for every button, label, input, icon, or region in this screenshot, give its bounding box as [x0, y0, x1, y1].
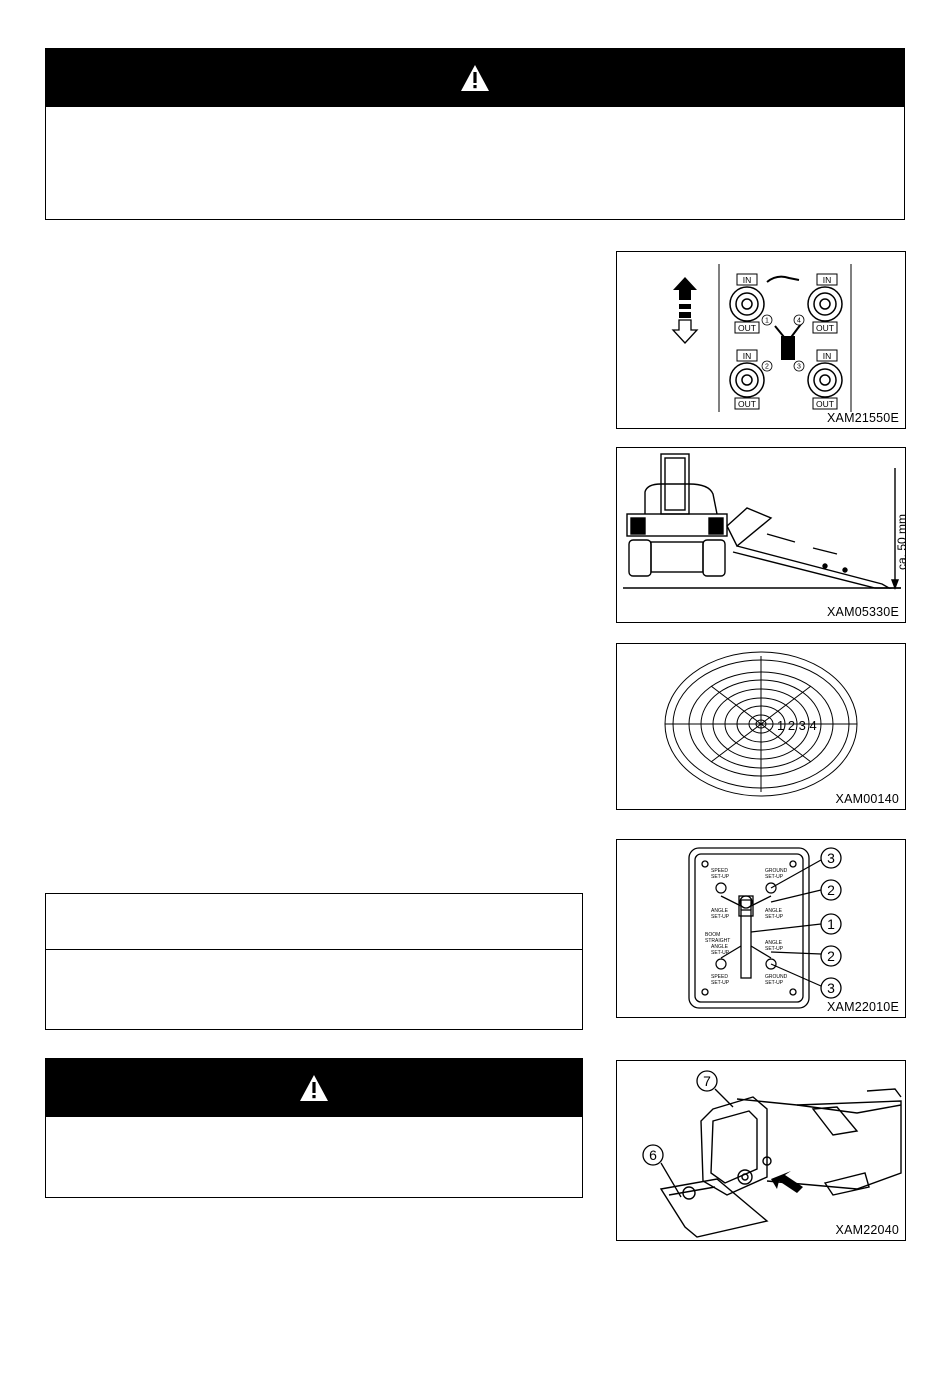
figure-code: XAM22010E [827, 1000, 899, 1014]
svg-text:SET-UP: SET-UP [711, 914, 730, 920]
number-3: 3 [797, 363, 801, 371]
callout-7: 7 [703, 1073, 711, 1089]
svg-text:SET-UP: SET-UP [765, 914, 784, 920]
scale-label: 1 2 3 4 [777, 718, 817, 733]
svg-text:SET-UP: SET-UP [711, 980, 730, 986]
callout-2: 2 [827, 882, 835, 898]
svg-text:ANGLE: ANGLE [711, 908, 728, 914]
figure-bubble-level [616, 643, 906, 810]
svg-text:STRAIGHT: STRAIGHT [705, 938, 731, 944]
svg-text:GROUND: GROUND [765, 868, 788, 874]
figure-code: XAM00140 [835, 792, 899, 806]
svg-text:ANGLE: ANGLE [711, 944, 728, 950]
svg-text:SPEED: SPEED [711, 974, 728, 980]
callout-6: 6 [649, 1147, 657, 1163]
label-out: OUT [738, 323, 756, 333]
svg-text:BOOM: BOOM [705, 932, 721, 938]
svg-text:SET-UP: SET-UP [765, 874, 784, 880]
label-in: IN [742, 351, 752, 361]
number-2: 2 [765, 363, 769, 371]
label-in: IN [822, 275, 832, 285]
svg-text:SET-UP: SET-UP [765, 946, 784, 952]
svg-text:ANGLE: ANGLE [765, 908, 782, 914]
warning-header [46, 49, 904, 107]
label-out: OUT [816, 323, 834, 333]
warning-box-bottom [45, 1058, 583, 1198]
warning-box-top [45, 48, 905, 220]
label-out: OUT [816, 399, 834, 409]
label-in: IN [742, 275, 752, 285]
figure-code: XAM21550E [827, 411, 899, 425]
warning-header [46, 1059, 582, 1117]
callout-3: 3 [827, 980, 835, 996]
label-out: OUT [738, 399, 756, 409]
notice-divider [46, 949, 582, 950]
label-in: IN [822, 351, 832, 361]
figure-code: XAM05330E [827, 605, 899, 619]
svg-text:GROUND: GROUND [765, 974, 788, 980]
figure-outrigger-foot [616, 1060, 906, 1241]
svg-text:ANGLE: ANGLE [765, 940, 782, 946]
figure-setup-panel [616, 839, 906, 1018]
svg-text:SET-UP: SET-UP [711, 874, 730, 880]
svg-text:SET-UP: SET-UP [711, 950, 730, 956]
notice-box [45, 893, 583, 1030]
figure-control-levers [616, 251, 906, 429]
warning-triangle-icon [299, 1074, 329, 1102]
figure-outrigger-height [616, 447, 909, 623]
warning-triangle-icon [460, 64, 490, 92]
callout-3: 3 [827, 850, 835, 866]
number-4: 4 [797, 317, 801, 325]
figure-code: XAM22040 [835, 1223, 899, 1237]
number-1: 1 [765, 317, 769, 325]
svg-text:SET-UP: SET-UP [765, 980, 784, 986]
height-label: ca. 50 mm [895, 513, 909, 570]
svg-text:SPEED: SPEED [711, 868, 728, 874]
callout-1: 1 [827, 916, 835, 932]
callout-2: 2 [827, 948, 835, 964]
